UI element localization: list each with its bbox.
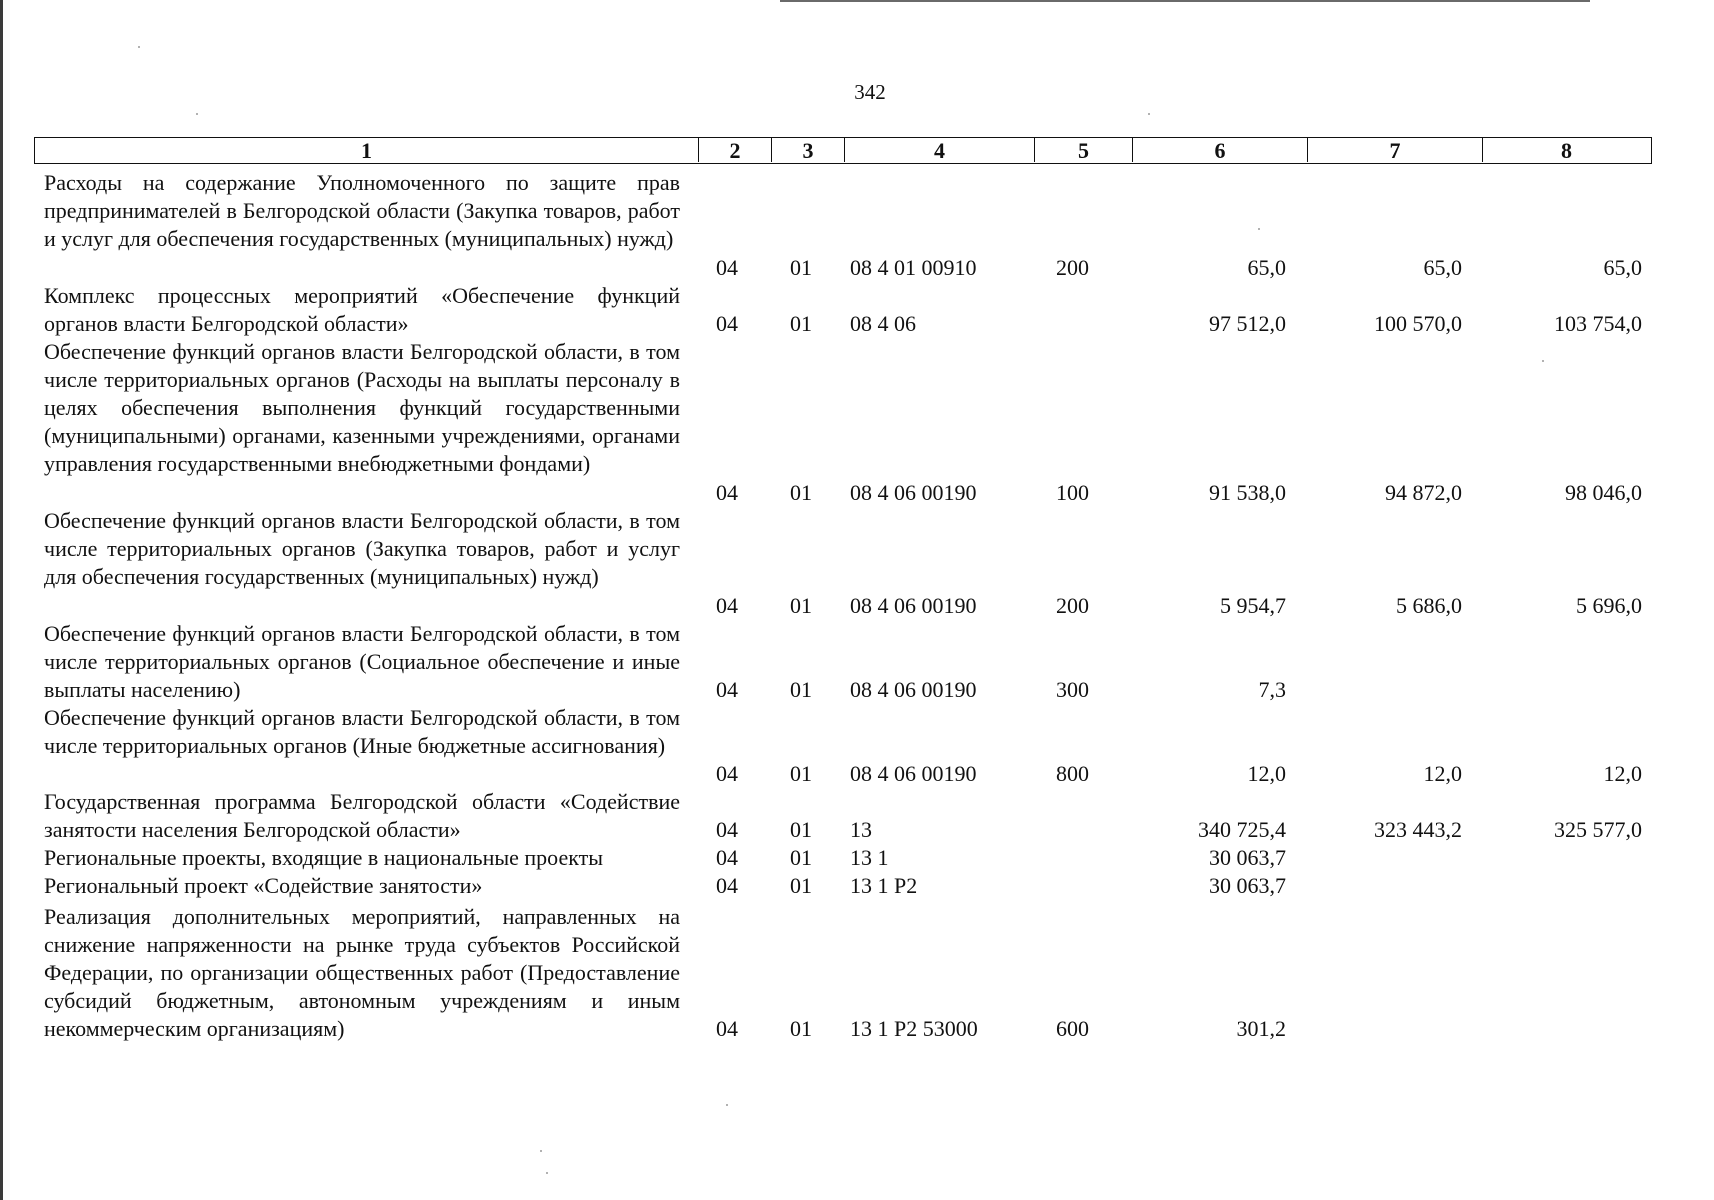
row-amount-col6: 12,0: [1247, 761, 1286, 786]
row-expense-type: 600: [1056, 1016, 1089, 1041]
row-expense-type: 200: [1056, 593, 1089, 618]
scan-speck: [540, 1150, 542, 1152]
header-col-2: 2: [699, 138, 772, 162]
row-section: 04: [716, 480, 738, 505]
row-amount-col7: 5 686,0: [1396, 593, 1462, 618]
row-amount-col7: 323 443,2: [1374, 817, 1462, 842]
row-subsection: 01: [790, 480, 812, 505]
row-target-code: 08 4 06 00190: [850, 677, 977, 702]
row-subsection: 01: [790, 311, 812, 336]
header-col-6: 6: [1133, 138, 1308, 162]
row-section: 04: [716, 677, 738, 702]
scan-speck: [1258, 228, 1260, 230]
scan-speck: [1148, 113, 1150, 115]
header-col-1: 1: [35, 138, 699, 162]
row-target-code: 13 1 P2: [850, 873, 918, 898]
header-col-8: 8: [1561, 138, 1572, 163]
row-target-code: 08 4 06 00190: [850, 593, 977, 618]
row-amount-col6: 5 954,7: [1220, 593, 1286, 618]
row-subsection: 01: [790, 761, 812, 786]
row-amount-col6: 65,0: [1247, 255, 1286, 280]
row-target-code: 08 4 06 00190: [850, 480, 977, 505]
scan-speck: [196, 113, 198, 115]
scan-speck: [138, 46, 140, 48]
row-description: Комплекс процессных мероприятий «Обеспечение функций органов власти Белгородской области»: [44, 283, 680, 336]
header-col-4: 4: [845, 138, 1035, 162]
row-amount-col8: 5 696,0: [1576, 593, 1642, 618]
row-subsection: 01: [790, 817, 812, 842]
row-description: Расходы на содержание Уполномоченного по защите прав предпринимателей в Белгородской области (Закупка товаров, работ и услуг для обеспечения государственных (муниципальных) нужд): [44, 170, 680, 251]
row-target-code: 08 4 06 00190: [850, 761, 977, 786]
row-section: 04: [716, 255, 738, 280]
row-target-code: 08 4 06: [850, 311, 916, 336]
row-amount-col6: 7,3: [1258, 677, 1286, 702]
row-target-code: 13: [850, 817, 872, 842]
row-amount-col6: 30 063,7: [1209, 845, 1286, 870]
row-expense-type: 200: [1056, 255, 1089, 280]
row-amount-col6: 91 538,0: [1209, 480, 1286, 505]
row-amount-col6: 30 063,7: [1209, 873, 1286, 898]
row-expense-type: 800: [1056, 761, 1089, 786]
row-description: Обеспечение функций органов власти Белгородской области, в том числе территориальных органов (Иные бюджетные ассигнования): [44, 705, 680, 758]
row-subsection: 01: [790, 873, 812, 898]
row-amount-col7: 65,0: [1423, 255, 1462, 280]
row-subsection: 01: [790, 593, 812, 618]
header-col-7: 7: [1308, 138, 1483, 162]
scan-edge-top: [780, 0, 1590, 2]
row-amount-col6: 97 512,0: [1209, 311, 1286, 336]
row-description: Обеспечение функций органов власти Белгородской области, в том числе территориальных органов (Расходы на выплаты персоналу в целях обеспечения выполнения функций государственными (муниципальными) органами, казенными учреждениями, органами управления государственными внебюджетными фондами): [44, 339, 680, 476]
row-amount-col6: 340 725,4: [1198, 817, 1286, 842]
scan-speck: [726, 1104, 728, 1106]
row-amount-col8: 65,0: [1603, 255, 1642, 280]
row-description: Обеспечение функций органов власти Белгородской области, в том числе территориальных органов (Закупка товаров, работ и услуг для обеспечения государственных (муниципальных) нужд): [44, 508, 680, 589]
header-col-5: 5: [1035, 138, 1133, 162]
row-target-code: 08 4 01 00910: [850, 255, 977, 280]
row-section: 04: [716, 817, 738, 842]
row-subsection: 01: [790, 845, 812, 870]
row-amount-col6: 301,2: [1236, 1016, 1286, 1041]
row-amount-col7: 94 872,0: [1385, 480, 1462, 505]
row-amount-col8: 12,0: [1603, 761, 1642, 786]
row-description: Региональные проекты, входящие в национальные проекты: [44, 845, 604, 870]
row-amount-col8: 325 577,0: [1554, 817, 1642, 842]
row-description: Региональный проект «Содействие занятости»: [44, 873, 483, 898]
row-expense-type: 100: [1056, 480, 1089, 505]
row-amount-col7: 100 570,0: [1374, 311, 1462, 336]
row-section: 04: [716, 1016, 738, 1041]
row-description: Государственная программа Белгородской области «Содействие занятости населения Белгородской области»: [44, 789, 680, 842]
row-section: 04: [716, 761, 738, 786]
row-expense-type: 300: [1056, 677, 1089, 702]
row-section: 04: [716, 845, 738, 870]
row-target-code: 13 1: [850, 845, 889, 870]
header-col-3: 3: [772, 138, 845, 162]
row-target-code: 13 1 P2 53000: [850, 1016, 978, 1041]
row-subsection: 01: [790, 677, 812, 702]
row-description: Обеспечение функций органов власти Белгородской области, в том числе территориальных органов (Социальное обеспечение и иные выплаты населению): [44, 621, 680, 702]
row-subsection: 01: [790, 255, 812, 280]
row-section: 04: [716, 873, 738, 898]
scan-speck: [546, 1172, 548, 1174]
row-amount-col8: 98 046,0: [1565, 480, 1642, 505]
table-header: [34, 137, 1652, 164]
row-subsection: 01: [790, 1016, 812, 1041]
page-number: 342: [854, 80, 886, 104]
row-amount-col7: 12,0: [1423, 761, 1462, 786]
row-section: 04: [716, 311, 738, 336]
row-section: 04: [716, 593, 738, 618]
row-description: Реализация дополнительных мероприятий, направленных на снижение напряженности на рынке труда субъектов Российской Федерации, по организации общественных работ (Предоставление субсидий бюджетным, автономным учреждениям и иным некоммерческим организациям): [44, 904, 680, 1041]
row-amount-col8: 103 754,0: [1554, 311, 1642, 336]
scan-edge-left: [0, 0, 3, 1200]
scan-speck: [1542, 360, 1544, 362]
